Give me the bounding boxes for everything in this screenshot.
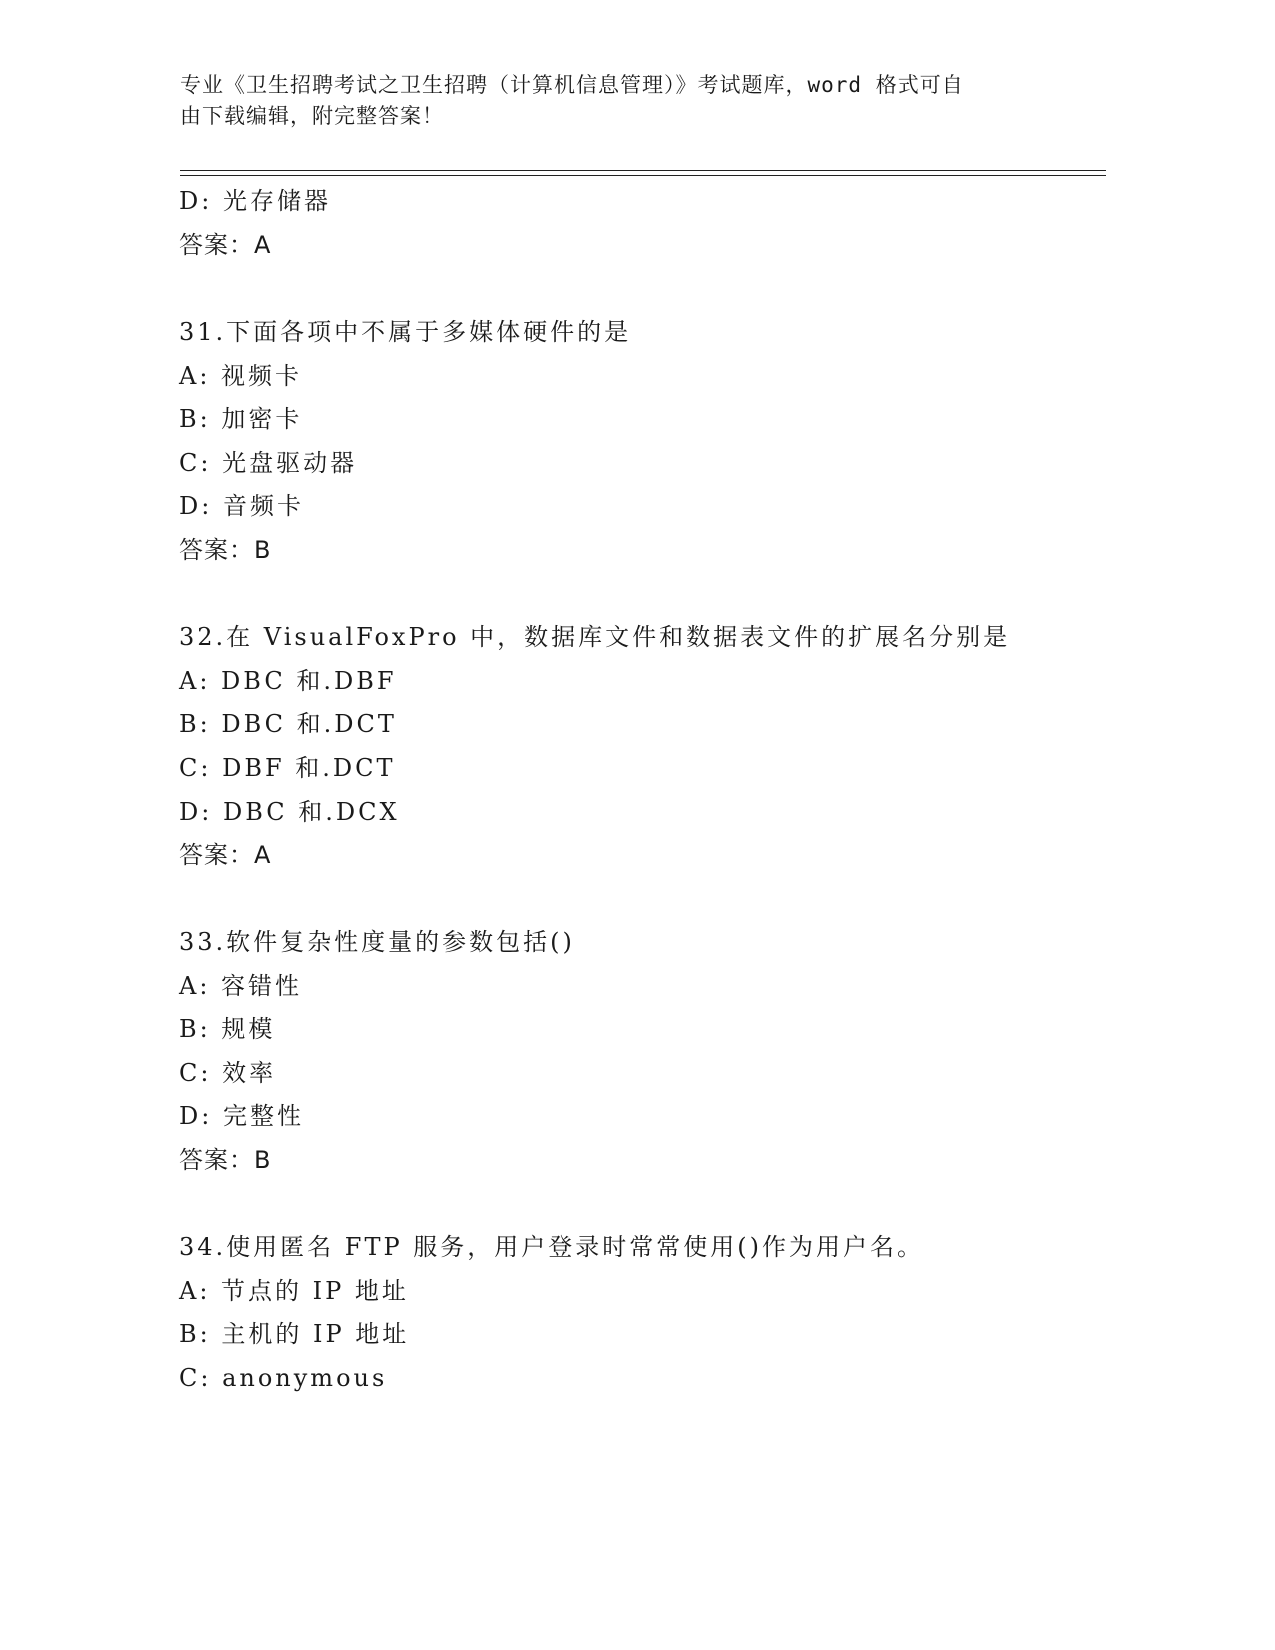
q33-option-d: D: 完整性	[179, 1102, 304, 1130]
header-divider	[180, 170, 1106, 171]
q33-option-c: C: 效率	[179, 1059, 277, 1087]
q31-option-b: B: 加密卡	[179, 405, 303, 433]
q32-option-b: B: DBC 和.DCT	[179, 710, 397, 738]
q31-option-a: A: 视频卡	[179, 362, 303, 390]
q32-answer: 答案：A	[179, 841, 272, 869]
header-line-2: 由下载编辑，附完整答案！	[180, 104, 444, 128]
option-d-prev: D: 光存储器	[179, 187, 331, 215]
q31-option-c: C: 光盘驱动器	[179, 449, 358, 477]
q32-option-c: C: DBF 和.DCT	[179, 754, 396, 782]
q34-option-a: A: 节点的 IP 地址	[179, 1277, 409, 1305]
answer-prev: 答案：A	[179, 231, 272, 259]
q34-option-b: B: 主机的 IP 地址	[179, 1320, 410, 1348]
header-divider-thin	[180, 175, 1106, 176]
q34-option-c: C: anonymous	[179, 1364, 388, 1392]
q31-answer: 答案：B	[179, 536, 272, 564]
q31-option-d: D: 音频卡	[179, 492, 304, 520]
q32-option-d: D: DBC 和.DCX	[179, 798, 400, 826]
header-line-1: 专业《卫生招聘考试之卫生招聘（计算机信息管理）》考试题库，word 格式可自	[180, 73, 964, 97]
question-34: 34.使用匿名 FTP 服务，用户登录时常常使用()作为用户名。	[179, 1233, 924, 1261]
q33-answer: 答案：B	[179, 1146, 272, 1174]
q33-option-a: A: 容错性	[179, 972, 303, 1000]
question-32: 32.在 VisualFoxPro 中，数据库文件和数据表文件的扩展名分别是	[179, 623, 1011, 651]
document-header	[180, 70, 1060, 132]
q33-option-b: B: 规模	[179, 1015, 276, 1043]
question-31: 31.下面各项中不属于多媒体硬件的是	[179, 318, 632, 346]
question-33: 33.软件复杂性度量的参数包括()	[179, 928, 575, 956]
q32-option-a: A: DBC 和.DBF	[179, 667, 397, 695]
